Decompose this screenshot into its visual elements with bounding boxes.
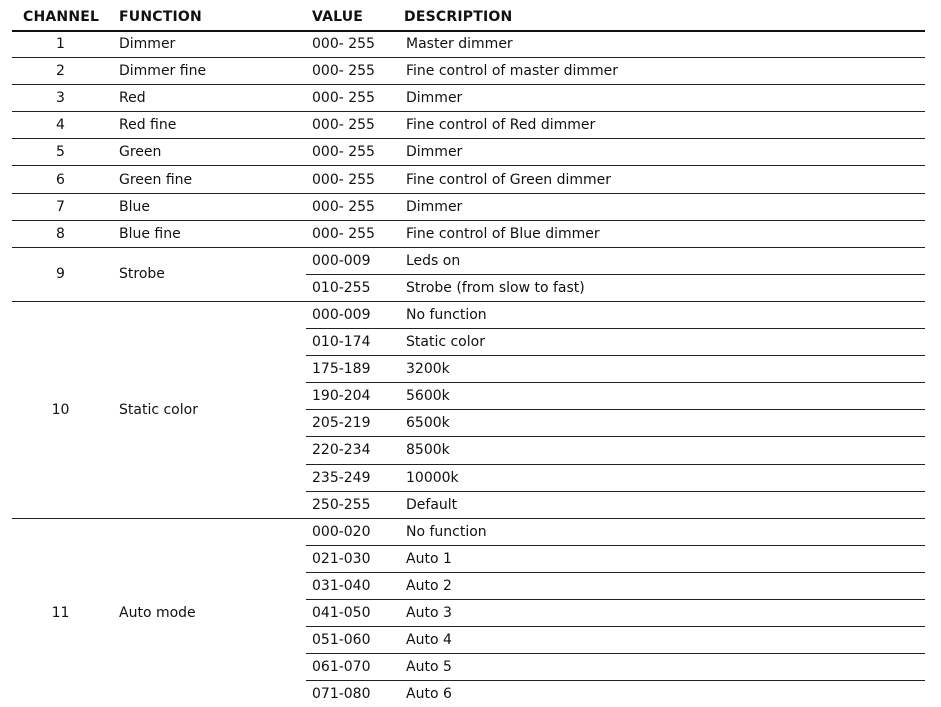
value-range: 031-040	[306, 572, 400, 599]
value-range: 000- 255	[306, 31, 400, 58]
value-range: 071-080	[312, 686, 371, 703]
value-range: 010-174	[306, 329, 400, 356]
value-range: 051-060	[306, 627, 400, 654]
table-row	[12, 166, 925, 193]
channel-function: Red fine	[109, 112, 306, 139]
value-range: 061-070	[306, 654, 400, 681]
channel-number: 2	[12, 58, 109, 85]
value-description: Auto 2	[400, 572, 925, 599]
value-range: 000- 255	[306, 112, 400, 139]
header-channel: CHANNEL	[23, 9, 100, 25]
value-description: Auto 3	[400, 599, 925, 626]
channel-function: Blue fine	[109, 220, 306, 247]
channel-table-body	[12, 31, 925, 707]
value-range: 250-255	[306, 491, 400, 518]
table-row	[12, 112, 925, 139]
table-row	[12, 518, 925, 545]
table-row	[12, 301, 925, 328]
channel-number: 5	[12, 139, 109, 166]
table-row	[12, 247, 925, 274]
table-row	[12, 85, 925, 112]
value-range: 000- 255	[306, 85, 400, 112]
value-description: Fine control of Blue dimmer	[400, 220, 925, 247]
channel-number: 10	[12, 301, 109, 518]
value-description: Fine control of Green dimmer	[400, 166, 925, 193]
value-description: 5600k	[400, 383, 925, 410]
value-range: 205-219	[306, 410, 400, 437]
channel-function: Blue	[109, 193, 306, 220]
value-description: Dimmer	[400, 85, 925, 112]
value-range: 190-204	[306, 383, 400, 410]
table-row	[12, 193, 925, 220]
value-range: 220-234	[306, 437, 400, 464]
channel-number: 1	[12, 31, 109, 58]
channel-number: 8	[12, 220, 109, 247]
channel-number: 11	[51, 605, 70, 622]
header-value: VALUE	[312, 9, 364, 25]
value-range: 175-189	[306, 356, 400, 383]
value-description: Leds on	[400, 247, 925, 274]
value-description: 8500k	[400, 437, 925, 464]
table-row	[12, 58, 925, 85]
value-description: Dimmer	[400, 139, 925, 166]
channel-table	[12, 31, 925, 707]
table-row	[12, 220, 925, 247]
value-description: Static color	[400, 329, 925, 356]
channel-number: 4	[12, 112, 109, 139]
value-range: 010-255	[306, 274, 400, 301]
value-description: No function	[400, 301, 925, 328]
value-description: Auto 6	[406, 686, 452, 703]
channel-number: 7	[12, 193, 109, 220]
value-range: 000- 255	[306, 139, 400, 166]
channel-function: Dimmer fine	[109, 58, 306, 85]
channel-number: 6	[12, 166, 109, 193]
value-range: 000-009	[306, 247, 400, 274]
value-description: Default	[400, 491, 925, 518]
channel-number: 9	[12, 247, 109, 301]
value-description: Auto 5	[400, 654, 925, 681]
value-description: 6500k	[400, 410, 925, 437]
value-description: No function	[400, 518, 925, 545]
value-description: Auto 1	[400, 545, 925, 572]
value-range: 000- 255	[306, 193, 400, 220]
channel-function: Green fine	[109, 166, 306, 193]
value-description: Dimmer	[400, 193, 925, 220]
value-range: 000- 255	[306, 58, 400, 85]
value-description: Strobe (from slow to fast)	[400, 274, 925, 301]
value-description: 10000k	[400, 464, 925, 491]
channel-function: Green	[109, 139, 306, 166]
value-description: Fine control of Red dimmer	[400, 112, 925, 139]
channel-function: Red	[109, 85, 306, 112]
value-description: 3200k	[400, 356, 925, 383]
value-range: 000-020	[306, 518, 400, 545]
value-description: Auto 4	[400, 627, 925, 654]
value-range: 021-030	[306, 545, 400, 572]
value-range: 000- 255	[306, 220, 400, 247]
header-description: DESCRIPTION	[404, 9, 513, 25]
value-range: 000-009	[306, 301, 400, 328]
value-description: Master dimmer	[400, 31, 925, 58]
value-range: 000- 255	[306, 166, 400, 193]
header-function: FUNCTION	[119, 9, 202, 25]
channel-function: Static color	[109, 301, 306, 518]
channel-function: Auto mode	[119, 605, 196, 622]
channel-function: Strobe	[109, 247, 306, 301]
table-row	[12, 139, 925, 166]
channel-number: 3	[12, 85, 109, 112]
table-row	[12, 31, 925, 58]
value-range: 041-050	[306, 599, 400, 626]
value-range: 235-249	[306, 464, 400, 491]
channel-function: Dimmer	[109, 31, 306, 58]
value-description: Fine control of master dimmer	[400, 58, 925, 85]
